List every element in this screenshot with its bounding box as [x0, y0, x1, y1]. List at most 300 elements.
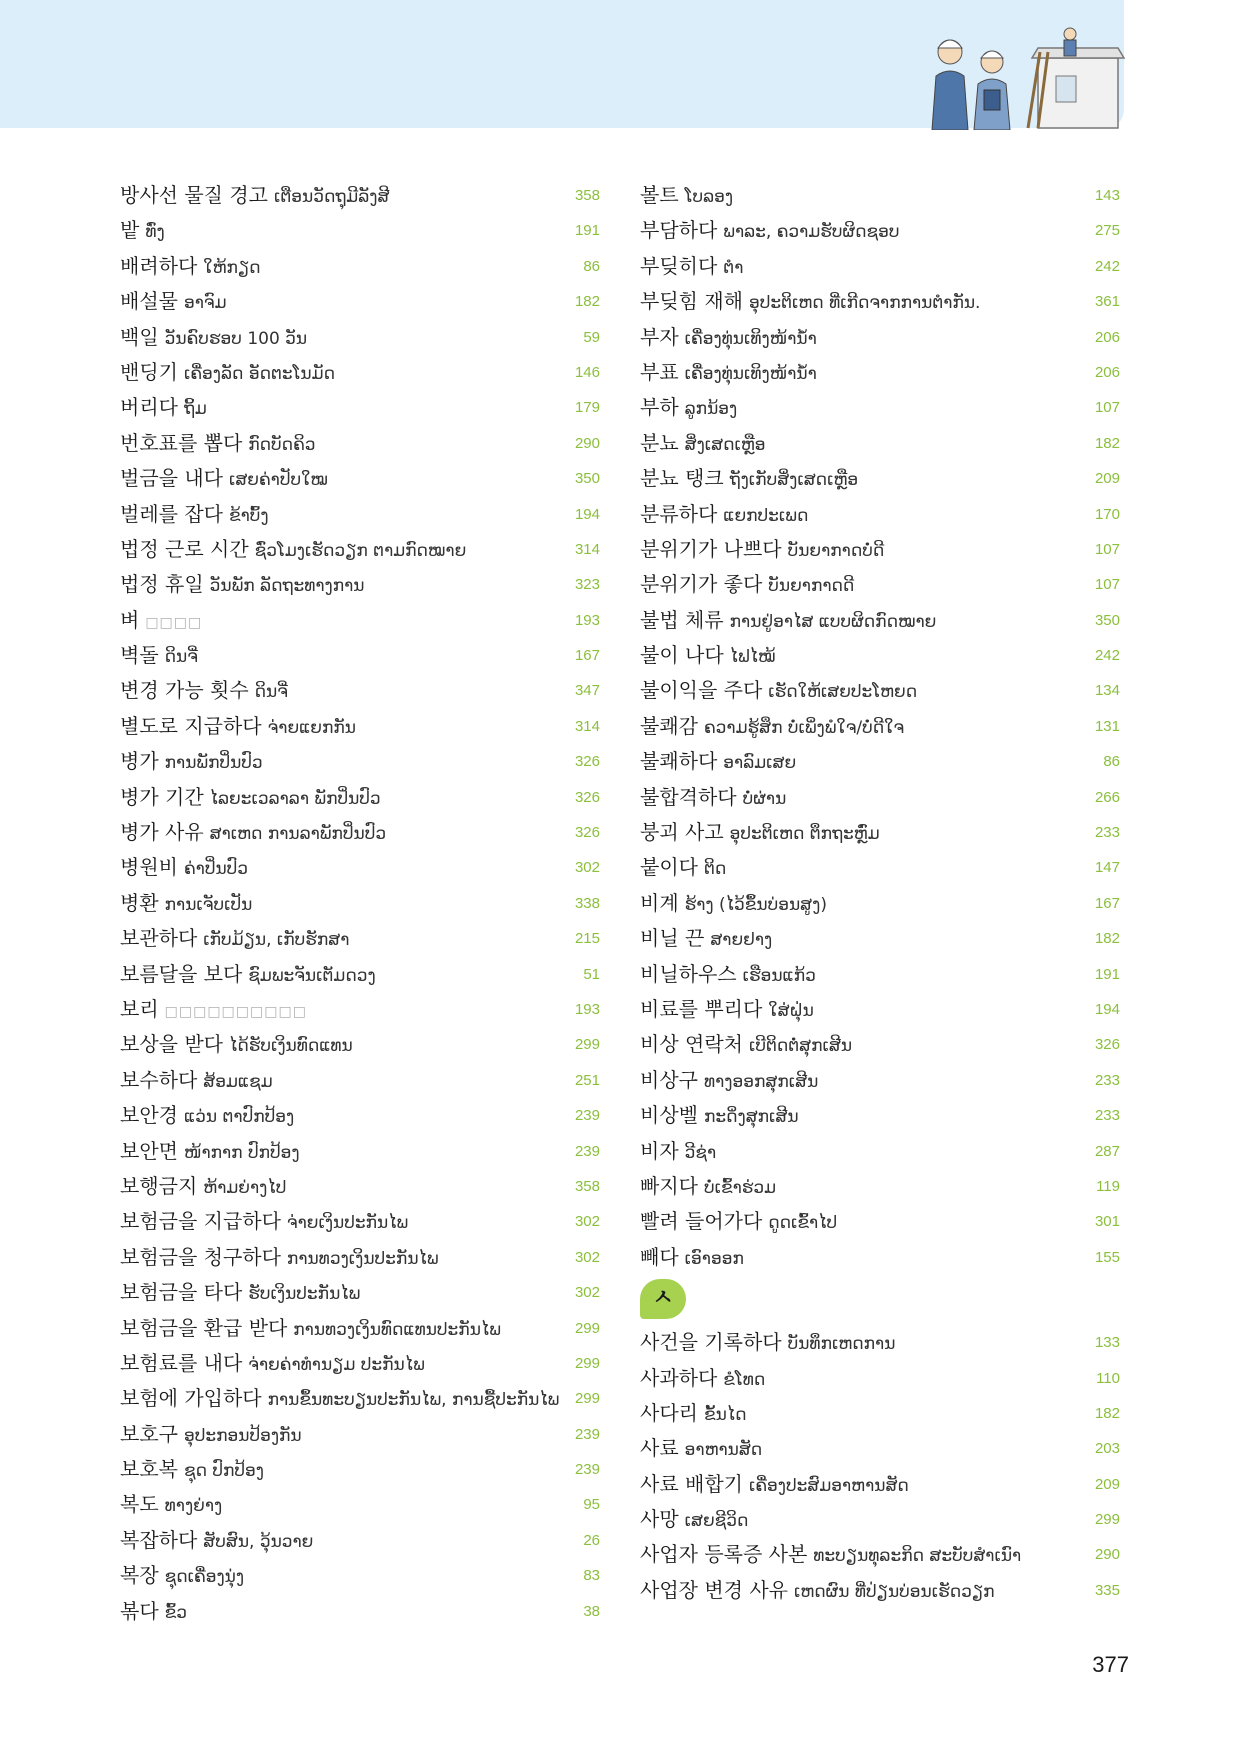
lao-translation: ວັນພັກ ລັດຖະທາງການ [209, 576, 365, 597]
page-reference: 335 [1094, 1581, 1120, 1599]
index-entry [640, 603, 1120, 638]
lao-translation: ອຸປະຕິເຫດ ທີ່ເກີດຈາກການຕຳກັນ. [748, 293, 981, 314]
index-entry [120, 178, 600, 213]
lao-translation: ຈ່າຍເງິນປະກັນໄພ [286, 1213, 409, 1234]
korean-term: 비계 [640, 890, 679, 915]
index-entry [120, 426, 600, 461]
lao-translation: ໄຟໄໝ້ [729, 647, 776, 668]
korean-term: 법정 근로 시간 [120, 536, 249, 561]
korean-term: 분뇨 탱크 [640, 466, 724, 491]
korean-term: 비상벨 [640, 1103, 698, 1128]
korean-term: 보험에 가입하다 [120, 1386, 262, 1411]
index-entry [640, 390, 1120, 425]
lao-translation: ຊົມພະຈັນເຕັມດວງ [248, 965, 376, 986]
page-reference: 302 [574, 1213, 600, 1231]
page-reference: 167 [1094, 894, 1120, 912]
index-entry [120, 320, 600, 355]
korean-term: 비상구 [640, 1067, 698, 1092]
lao-translation: ອາລົມເສຍ [723, 753, 797, 774]
lao-translation: ທາງອອກສຸກເສີນ [703, 1071, 819, 1092]
index-entry [640, 284, 1120, 319]
index-entry [640, 709, 1120, 744]
index-entry [120, 1098, 600, 1133]
lao-translation: ສັບສົນ, ວຸ້ນວາຍ [203, 1531, 314, 1552]
page-reference: 170 [1094, 505, 1120, 523]
page-reference: 350 [574, 470, 600, 488]
korean-term: 벌레를 잡다 [120, 501, 223, 526]
page-reference: 38 [583, 1602, 600, 1620]
korean-term: 사업장 변경 사유 [640, 1577, 788, 1602]
index-entry [640, 1431, 1120, 1466]
index-entry [120, 1346, 600, 1381]
page-reference: 361 [1094, 293, 1120, 311]
page-reference: 167 [574, 647, 600, 665]
lao-translation: ກົດບັດຄິວ [248, 434, 316, 455]
index-entry [120, 461, 600, 496]
page-reference: 233 [1094, 1107, 1120, 1125]
korean-term: 비닐 끈 [640, 926, 705, 951]
page-reference: 182 [1094, 1404, 1120, 1422]
page-reference: 194 [574, 505, 600, 523]
lao-translation: ເຮັດໃຫ້ເສຍປະໂຫຍດ [768, 682, 918, 703]
index-entry [640, 1573, 1120, 1608]
index-entry [640, 1169, 1120, 1204]
page-reference: 314 [574, 717, 600, 735]
page-reference: 275 [1094, 222, 1120, 240]
index-entry [120, 992, 600, 1027]
index-entry [120, 638, 600, 673]
index-entry [640, 957, 1120, 992]
lao-translation: ການຢູ່ອາໄສ ແບບຜິດກົດໝາຍ [729, 611, 937, 632]
page-reference: 215 [574, 930, 600, 948]
korean-term: 사건을 기록하다 [640, 1330, 782, 1355]
page-reference: 146 [574, 363, 600, 381]
page-reference: 119 [1096, 1177, 1120, 1195]
index-entry [640, 320, 1120, 355]
korean-term: 별도로 지급하다 [120, 713, 262, 738]
page-reference: 107 [1094, 540, 1120, 558]
lao-translation: ບໍ່ເຂົ້າຮ່ວມ [703, 1177, 777, 1198]
korean-term: 사과하다 [640, 1365, 718, 1390]
page-reference: 182 [1094, 930, 1120, 948]
index-entry [120, 1027, 600, 1062]
lao-translation: ເຄື່ອງທຸ່ນເທິງໜ້ານ້ຳ [684, 363, 817, 384]
index-entry [640, 921, 1120, 956]
page-reference: 299 [574, 1354, 600, 1372]
index-entry [640, 567, 1120, 602]
index-entry [120, 213, 600, 248]
page-reference: 251 [574, 1071, 600, 1089]
lao-translation: ການຂຶ້ນທະບຽນປະກັນໄພ, ການຊື້ປະກັນໄພ [267, 1390, 560, 1411]
page-reference: 302 [574, 1248, 600, 1266]
index-entry [640, 178, 1120, 213]
lao-translation: ຈ່າຍຄ່າທຳນຽມ ປະກັນໄພ [248, 1354, 425, 1375]
index-entry [640, 1027, 1120, 1062]
index-entry [120, 390, 600, 425]
page-reference: 209 [1094, 1475, 1120, 1493]
index-entry [640, 1134, 1120, 1169]
page-reference: 290 [1094, 1546, 1120, 1564]
lao-translation: ເຄື່ອງປະສົມອາຫານສັດ [748, 1475, 909, 1496]
lao-translation: ຄ່າປິ່ນປົວ [183, 859, 249, 880]
index-entry [120, 744, 600, 779]
lao-translation: ຖັງເກັບສິ່ງເສດເຫຼືອ [729, 470, 859, 491]
page-reference: 266 [1094, 788, 1120, 806]
index-entry [640, 992, 1120, 1027]
lao-translation: ບັນທຶກເຫດການ [787, 1334, 896, 1355]
lao-translation: ເຕືອນວັດຖຸມີລັງສີ [273, 187, 390, 207]
korean-term: 벽돌 [120, 643, 159, 668]
lao-translation: ການທວງເງິນປະກັນໄພ [286, 1248, 439, 1269]
page-reference: 358 [574, 1177, 600, 1195]
korean-term: 방사선 물질 경고 [120, 183, 268, 207]
index-entry [120, 603, 600, 638]
page-reference: 86 [1103, 753, 1120, 771]
lao-translation: ໃຫ້ກຽດ [203, 257, 261, 278]
korean-term: 보호복 [120, 1457, 178, 1482]
korean-term: 복도 [120, 1492, 159, 1517]
lao-translation: ບໍ່ຜ່ານ [742, 788, 787, 809]
korean-term: 분뇨 [640, 430, 679, 455]
page-reference: 239 [574, 1461, 600, 1479]
index-entry [120, 497, 600, 532]
page-reference: 301 [1094, 1213, 1120, 1231]
index-entry [120, 1523, 600, 1558]
korean-term: 사망 [640, 1507, 679, 1532]
index-entry [120, 1417, 600, 1452]
lao-translation: ພາລະ, ຄວາມຮັບຜິດຊອບ [723, 222, 900, 243]
lao-translation: ຂົ້ວ [164, 1602, 188, 1623]
lao-translation: ຊຸດເຄື່ອງນຸ່ງ [164, 1567, 245, 1588]
index-entry [120, 1204, 600, 1239]
index-entry [640, 249, 1120, 284]
lao-translation: ເສຍຄ່າປັບໃໝ [228, 470, 328, 491]
page-reference: 191 [1094, 965, 1120, 983]
page-reference: 302 [574, 859, 600, 877]
page-reference: 194 [1094, 1000, 1120, 1018]
page-reference: 110 [1096, 1369, 1120, 1387]
index-entry [640, 850, 1120, 885]
page-reference: 107 [1094, 399, 1120, 417]
lao-translation: ຈ່າຍແຍກກັນ [267, 717, 356, 738]
page-reference: 95 [583, 1496, 600, 1514]
page-reference: 182 [1094, 434, 1120, 452]
korean-term: 보호구 [120, 1421, 178, 1446]
lao-translation: ຕຳ [723, 257, 744, 278]
korean-term: 불이익을 주다 [640, 678, 763, 703]
korean-term: 보험금을 청구하다 [120, 1244, 281, 1269]
lao-translation: ເກັບມ້ຽນ, ເກັບຮັກສາ [203, 930, 350, 951]
page-reference: 233 [1094, 1071, 1120, 1089]
index-entry [640, 355, 1120, 390]
lao-translation: ເຄື່ອງລັດ ອັດຕະໂນມັດ [183, 363, 335, 384]
index-entry [120, 249, 600, 284]
page-reference: 59 [583, 328, 600, 346]
lao-translation: ດິນຈີ່ [164, 647, 198, 668]
korean-term: 부딪히다 [640, 253, 718, 278]
lao-translation: □□□□□□□□□□ [164, 1003, 307, 1020]
lao-translation: ໜ້າກາກ ປົກປ້ອງ [183, 1142, 300, 1163]
korean-term: 분위기가 나쁘다 [640, 536, 782, 561]
index-entry [640, 1325, 1120, 1360]
index-entry [640, 815, 1120, 850]
korean-term: 보안경 [120, 1103, 178, 1128]
korean-term: 벌금을 내다 [120, 466, 223, 491]
korean-term: 분위기가 좋다 [640, 572, 763, 597]
korean-term: 빨려 들어가다 [640, 1209, 763, 1234]
korean-term: 불이 나다 [640, 643, 724, 668]
korean-term: 사다리 [640, 1400, 698, 1425]
index-entry [120, 1558, 600, 1593]
lao-translation: ໄລຍະເວລາລາ ພັກປິ່ນປົວ [209, 788, 381, 809]
lao-translation: ບັນຍາກາດດີ [768, 576, 855, 597]
korean-term: 사료 [640, 1436, 679, 1461]
index-entry [640, 1467, 1120, 1502]
page-reference: 86 [583, 257, 600, 275]
korean-term: 병환 [120, 890, 159, 915]
korean-term: 빼다 [640, 1244, 679, 1269]
lao-translation: ແວ່ນ ຕາປົກປ້ອງ [183, 1107, 295, 1128]
korean-term: 불쾌감 [640, 713, 698, 738]
korean-term: 병가 기간 [120, 784, 204, 809]
lao-translation: ໃສ່ຝຸ່ນ [768, 1000, 814, 1021]
index-entry [120, 1311, 600, 1346]
page-reference: 358 [574, 187, 600, 204]
index-entry [120, 957, 600, 992]
page-reference: 233 [1094, 824, 1120, 842]
page-reference: 131 [1094, 717, 1120, 735]
section-badge-label: ㅅ [652, 1286, 674, 1312]
page-number: 377 [1092, 1652, 1129, 1677]
korean-term: 복장 [120, 1563, 159, 1588]
index-entry [120, 1063, 600, 1098]
lao-translation: ໂບລອງ [684, 187, 734, 207]
korean-term: 비닐하우스 [640, 961, 737, 986]
page-reference: 193 [574, 1000, 600, 1018]
page-reference: 287 [1094, 1142, 1120, 1160]
index-entry [120, 1169, 600, 1204]
lao-translation: □□□□ [145, 614, 203, 631]
page-reference: 134 [1094, 682, 1120, 700]
korean-term: 부딪힘 재해 [640, 289, 743, 314]
index-entry [640, 1502, 1120, 1537]
korean-term: 붙이다 [640, 855, 698, 880]
korean-term: 보험금을 환급 받다 [120, 1315, 288, 1340]
page-reference: 239 [574, 1142, 600, 1160]
korean-term: 보행금지 [120, 1173, 198, 1198]
index-entry [120, 815, 600, 850]
korean-term: 볶다 [120, 1598, 159, 1623]
index-entry [120, 1487, 600, 1522]
index-entry [640, 780, 1120, 815]
lao-translation: ແຍກປະເພດ [723, 505, 809, 526]
index-entry [120, 1452, 600, 1487]
page-reference: 206 [1094, 363, 1120, 381]
lao-translation: ໄດ້ຮັບເງິນທົດແທນ [228, 1036, 353, 1057]
index-entry [120, 284, 600, 319]
page-reference: 26 [583, 1531, 600, 1549]
index-entry [120, 1134, 600, 1169]
lao-translation: ກະດິ່ງສຸກເສີນ [703, 1107, 799, 1128]
lao-translation: ດູດເຂົ້າໄປ [768, 1213, 838, 1234]
lao-translation: ອາຫານສັດ [684, 1440, 763, 1461]
korean-term: 보수하다 [120, 1067, 198, 1092]
korean-term: 비료를 뿌리다 [640, 996, 763, 1021]
page-reference: 350 [1094, 611, 1120, 629]
page-reference: 326 [574, 753, 600, 771]
index-entry [640, 1098, 1120, 1133]
korean-term: 번호표를 뽑다 [120, 430, 243, 455]
page-reference: 326 [574, 824, 600, 842]
korean-term: 부자 [640, 324, 679, 349]
lao-translation: ວັນຄົບຮອບ 100 ວັນ [164, 328, 308, 349]
lao-translation: ທະບຽນທຸລະກິດ ສະບັບສຳເນົາ [813, 1546, 1022, 1567]
index-entry [120, 780, 600, 815]
korean-term: 법정 휴일 [120, 572, 204, 597]
index-entry [120, 886, 600, 921]
lao-translation: ບັນຍາກາດບໍ່ດີ [787, 540, 885, 561]
page-reference: 338 [574, 894, 600, 912]
index-entry [640, 213, 1120, 248]
korean-term: 보험료를 내다 [120, 1350, 243, 1375]
index-entry [640, 1063, 1120, 1098]
page-reference: 206 [1094, 328, 1120, 346]
korean-term: 보관하다 [120, 926, 198, 951]
index-entry [640, 673, 1120, 708]
korean-term: 비자 [640, 1138, 679, 1163]
lao-translation: ຮ້າງ (ໄວ້ຂຶ້ນບ່ອນສູງ) [684, 894, 827, 915]
index-entry [640, 744, 1120, 779]
index-entry [640, 1204, 1120, 1239]
index-entry [640, 886, 1120, 921]
lao-translation: ຂັ້ນໄດ [703, 1404, 747, 1425]
index-entry [120, 1275, 600, 1310]
korean-term: 불쾌하다 [640, 749, 718, 774]
lao-translation: ຮັບເງິນປະກັນໄພ [248, 1284, 361, 1305]
lao-translation: ການທວງເງິນທົດແທນປະກັນໄພ [293, 1319, 501, 1340]
page-reference: 326 [574, 788, 600, 806]
page-reference: 299 [574, 1319, 600, 1337]
korean-term: 불법 체류 [640, 607, 724, 632]
index-entry [120, 1381, 600, 1416]
lao-translation: ອຸປະກອນປ້ອງກັນ [183, 1425, 302, 1446]
lao-translation: ເຄື່ອງທຸ່ນເທິງໜ້ານ້ຳ [684, 328, 817, 349]
lao-translation: ສ້ອມແຊມ [203, 1071, 273, 1092]
index-entry [120, 850, 600, 885]
korean-term: 부하 [640, 395, 679, 420]
korean-term: 붕괴 사고 [640, 820, 724, 845]
korean-term: 보안면 [120, 1138, 178, 1163]
lao-translation: ວີຊ່າ [684, 1142, 717, 1163]
lao-translation: ດິນຈີ່ [254, 682, 288, 703]
korean-term: 배설물 [120, 289, 178, 314]
lao-translation: ລູກນ້ອງ [684, 399, 738, 420]
korean-term: 사료 배합기 [640, 1471, 743, 1496]
page-reference: 290 [574, 434, 600, 452]
korean-term: 병원비 [120, 855, 178, 880]
korean-term: 보름달을 보다 [120, 961, 243, 986]
korean-term: 불합격하다 [640, 784, 737, 809]
korean-term: 볼트 [640, 183, 679, 207]
lao-translation: ຂໍໂທດ [723, 1369, 766, 1390]
page-reference: 133 [1094, 1334, 1120, 1352]
index-entry [640, 1396, 1120, 1431]
lao-translation: ຖິ້ມ [183, 399, 207, 420]
index-entry [120, 1240, 600, 1275]
page-reference: 239 [574, 1425, 600, 1443]
korean-term: 밴딩기 [120, 359, 178, 384]
korean-term: 백일 [120, 324, 159, 349]
korean-term: 벼 [120, 607, 140, 632]
page-reference: 299 [574, 1390, 600, 1408]
index-entry [640, 638, 1120, 673]
lao-translation: ເສຍຊີວິດ [684, 1511, 749, 1532]
korean-term: 병가 사유 [120, 820, 204, 845]
index-entry [640, 1537, 1120, 1572]
lao-translation: ອາຈົມ [183, 293, 227, 314]
page-reference: 299 [574, 1036, 600, 1054]
index-entry [120, 673, 600, 708]
page-reference: 51 [583, 965, 600, 983]
page-reference: 347 [574, 682, 600, 700]
lao-translation: ສິ່ງເສດເຫຼືອ [684, 434, 766, 455]
korean-term: 빠지다 [640, 1173, 698, 1198]
lao-translation: ການພັກປິ່ນປົວ [164, 753, 263, 774]
page-reference: 147 [1094, 859, 1120, 877]
lao-translation: ຊຸດ ປົກປ້ອງ [183, 1461, 264, 1482]
page-reference: 155 [1094, 1248, 1120, 1266]
page-reference: 179 [574, 399, 600, 417]
page-reference: 299 [1094, 1511, 1120, 1529]
korean-term: 보험금을 지급하다 [120, 1209, 281, 1234]
lao-translation: ເອົາອອກ [684, 1248, 744, 1269]
korean-term: 보리 [120, 996, 159, 1021]
korean-term: 밭 [120, 218, 140, 243]
page-reference: 239 [574, 1107, 600, 1125]
index-entry [120, 921, 600, 956]
page-reference: 242 [1094, 257, 1120, 275]
lao-translation: ອຸປະຕິເຫດ ຕຶກຖະຫຼົ່ມ [729, 824, 880, 845]
korean-term: 보상을 받다 [120, 1032, 223, 1057]
lao-translation: ທາງຍ່າງ [164, 1496, 223, 1517]
index-entry [640, 461, 1120, 496]
korean-term: 보험금을 타다 [120, 1280, 243, 1305]
lao-translation: ສາເຫດ ການລາພັກປິ່ນປົວ [209, 824, 387, 845]
index-entry [120, 1594, 600, 1629]
korean-term: 비상 연락처 [640, 1032, 743, 1057]
lao-translation: ຫ້າມຍ່າງໄປ [203, 1177, 287, 1198]
page-reference: 193 [574, 611, 600, 629]
workers-illustration [920, 18, 1130, 130]
section-badge-siot [640, 1279, 686, 1319]
page-reference: 242 [1094, 647, 1120, 665]
korean-term: 사업자 등록증 사본 [640, 1542, 808, 1567]
index-entry [640, 1361, 1120, 1396]
lao-translation: ການເຈັບເປັນ [164, 894, 253, 915]
page-reference: 302 [574, 1284, 600, 1302]
korean-term: 변경 가능 횟수 [120, 678, 249, 703]
korean-term: 부표 [640, 359, 679, 384]
page-reference: 326 [1094, 1036, 1120, 1054]
lao-translation: ຄວາມຮູ້ສຶກ ບໍ່ເພິ່ງພໍໃຈ/ບໍ່ດີໃຈ [703, 717, 905, 738]
page-reference: 182 [574, 293, 600, 311]
index-entry [120, 532, 600, 567]
page-reference: 83 [583, 1567, 600, 1585]
lao-translation: ຕິດ [703, 859, 727, 880]
index-entry [640, 426, 1120, 461]
page-reference: 191 [574, 222, 600, 240]
page-reference: 314 [574, 540, 600, 558]
